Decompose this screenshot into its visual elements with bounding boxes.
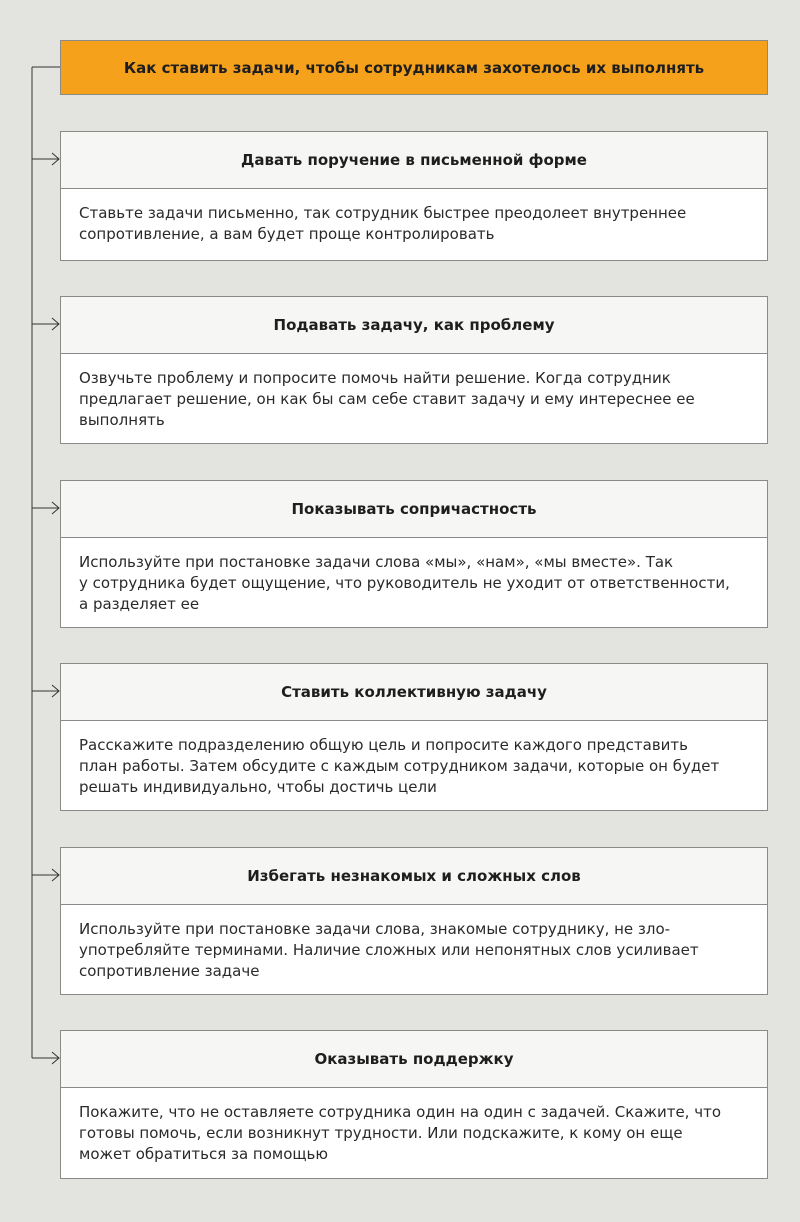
- tip-card-simple-words: [60, 847, 768, 995]
- tip-heading: Оказывать поддержку: [61, 1031, 767, 1088]
- connector-arrow: [32, 153, 59, 165]
- tip-card-involvement: [60, 480, 768, 628]
- connector-arrow: [32, 1052, 59, 1064]
- connector-arrow: [32, 318, 59, 330]
- connector-arrow: [32, 685, 59, 697]
- tip-card-written-assignment: [60, 131, 768, 261]
- tip-description: Расскажите подразделению общую цель и попросите каждого представить план работы. Затем обсудите с каждым сотрудником задачи, которые он будет решать индивидуально, чтобы достичь цели: [79, 736, 720, 796]
- tip-heading: Показывать сопричастность: [61, 481, 767, 538]
- tip-description: Используйте при постановке задачи слова «мы», «нам», «мы вместе». Так у сотрудника будет ощущение, что руководитель не уходит от ответственности, а разделяет ее: [79, 553, 730, 613]
- tip-heading: Подавать задачу, как проблему: [61, 297, 767, 354]
- connector-arrow: [32, 869, 59, 881]
- tip-heading: Избегать незнакомых и сложных слов: [61, 848, 767, 905]
- diagram-title: Как ставить задачи, чтобы сотрудникам захотелось их выполнять: [60, 40, 768, 95]
- tip-card-task-as-problem: [60, 296, 768, 444]
- tip-description: Используйте при постановке задачи слова, знакомые сотруднику, не зло- употребляйте терминами. Наличие сложных или непонятных слов усиливает сопротивление задаче: [79, 920, 699, 980]
- tip-heading: Давать поручение в письменной форме: [61, 132, 767, 189]
- tip-heading: Ставить коллективную задачу: [61, 664, 767, 721]
- tip-description: Ставьте задачи письменно, так сотрудник быстрее преодолеет внутреннее сопротивление, а вам будет проще контролировать: [79, 204, 687, 243]
- tip-card-collective-task: [60, 663, 768, 811]
- tip-description: Озвучьте проблему и попросите помочь найти решение. Когда сотрудник предлагает решение, он как бы сам себе ставит задачу и ему интереснее ее выполнять: [79, 369, 695, 429]
- tip-card-support: [60, 1030, 768, 1179]
- tip-description: Покажите, что не оставляете сотрудника один на один с задачей. Скажите, что готовы помочь, если возникнут трудности. Или подскажите, к кому он еще может обратиться за помощью: [79, 1103, 721, 1163]
- connector-arrow: [32, 502, 59, 514]
